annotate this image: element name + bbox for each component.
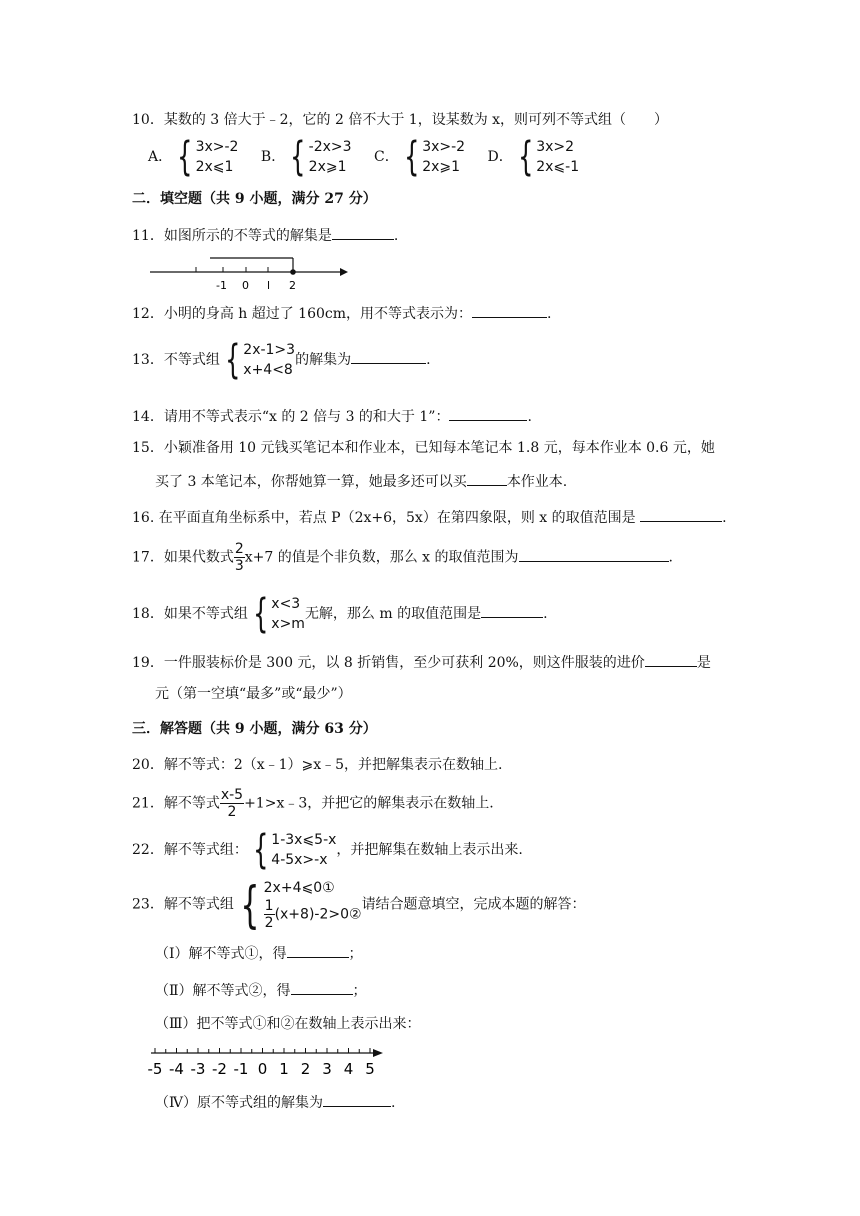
option-a: A． { 3x>-2 2x⩽1: [148, 134, 239, 180]
question-13: 13．不等式组 { 2x-1>3 x+4<8 的解集为 .: [132, 337, 431, 383]
question-14: 14．请用不等式表示“x 的 2 倍与 3 的和大于 1”： .: [132, 406, 532, 427]
option-c: C． { 3x>-2 2x⩾1: [374, 134, 466, 180]
option-d: D． { 3x>2 2x⩽-1: [487, 134, 580, 180]
question-10-options: [148, 134, 597, 180]
q23-step-4: （Ⅳ）原不等式组的解集为 .: [155, 1092, 395, 1113]
tick-label: l: [267, 279, 271, 292]
question-22: 22．解不等式组： { 1-3x⩽5-x 4-5x>-x ，并把解集在数轴上表示出来.: [132, 827, 523, 873]
answer-blank: [332, 225, 394, 240]
question-10-stem: 10．某数的 3 倍大于﹣2，它的 2 倍不大于 1，设某数为 x，则可列不等式组（ ）: [132, 112, 669, 128]
arrow-head: [340, 268, 348, 276]
number-line-q11: [148, 252, 353, 292]
inequality-system: { 2x-1>3 x+4<8: [224, 337, 296, 383]
tick-label: -2: [212, 1060, 227, 1078]
tick-label: -3: [190, 1060, 206, 1078]
arrow-head: [373, 1049, 383, 1057]
question-17: 17．如果代数式 $\frac{2}{3}$ x+7 的值是个非负数，那么 x 的取值范围为 .: [132, 541, 673, 574]
tick-label: 0: [257, 1060, 268, 1078]
fraction: $\frac{x-5}{2}$: [220, 787, 244, 820]
answer-blank: [287, 943, 349, 958]
inequality-system: { 3x>-2 2x⩽1: [177, 134, 239, 180]
question-19-line-2: 元（第一空填“最多”或“最少”）: [155, 686, 352, 702]
question-12: 12．小明的身高 h 超过了 160cm，用不等式表示为： .: [132, 303, 551, 324]
answer-blank: [467, 471, 507, 486]
question-20: 20．解不等式：2（x﹣1）⩾x﹣5，并把解集表示在数轴上.: [132, 757, 503, 773]
tick-label: -5: [147, 1060, 163, 1078]
tick-label: 1: [279, 1060, 289, 1078]
tick-label: 0: [242, 279, 249, 292]
tick-label: 2: [300, 1060, 311, 1078]
tick-label: -4: [169, 1060, 184, 1078]
tick-label: 3: [322, 1060, 332, 1078]
section-heading-fill-in: 二．填空题（共 9 小题，满分 27 分）: [132, 191, 377, 207]
question-21: 21．解不等式 $\frac{x-5}{2}$ +1>x﹣3，并把它的解集表示在数轴上.: [132, 787, 494, 820]
question-23: 23．解不等式组 { 2x+4⩽0① $\frac{1}{2}$ (x+8)-2>0② 请结合题意填空，完成本题的解答：: [132, 875, 586, 934]
question-15-line-2: 买了 3 本笔记本，你帮她算一算，她最多还可以买 本作业本.: [155, 471, 567, 492]
answer-blank: [645, 652, 697, 667]
inequality-system: { 3x>2 2x⩽-1: [517, 134, 580, 180]
option-b: B． { -2x>3 2x⩾1: [260, 134, 352, 180]
answer-blank: [640, 507, 722, 522]
answer-blank: [291, 980, 353, 995]
inequality-system: { 1-3x⩽5-x 4-5x>-x: [252, 827, 337, 873]
q23-step-1: （Ⅰ）解不等式①，得 ；: [155, 943, 363, 964]
q23-step-2: （Ⅱ）解不等式②，得 ；: [155, 980, 367, 1001]
inequality-system: { x<3 x>m: [252, 591, 305, 637]
number-line-q23: [143, 1043, 393, 1079]
answer-blank: [351, 349, 426, 364]
answer-blank: [481, 603, 543, 618]
tick-label: -1: [233, 1060, 249, 1078]
tick-label: -1: [216, 279, 227, 292]
solid-point: [290, 269, 296, 275]
question-18: 18．如果不等式组 { x<3 x>m 无解，那么 m 的取值范围是 .: [132, 591, 548, 637]
question-16: 16. 在平面直角坐标系中，若点 P（2x+6，5x）在第四象限，则 x 的取值范围是 .: [132, 507, 727, 528]
q23-step-3: （Ⅲ）把不等式①和②在数轴上表示出来：: [155, 1016, 421, 1032]
tick-label: 4: [343, 1060, 354, 1078]
inequality-system: { 3x>-2 2x⩾1: [403, 134, 466, 180]
inequality-system: { 2x+4⩽0① $\frac{1}{2}$ (x+8)-2>0②: [240, 875, 362, 934]
answer-blank: [449, 406, 527, 421]
question-11: 11．如图所示的不等式的解集是 .: [132, 225, 398, 246]
tick-label: 2: [289, 279, 296, 292]
fraction: $\frac{2}{3}$: [234, 541, 244, 574]
inequality-system: { -2x>3 2x⩾1: [290, 134, 352, 180]
answer-blank: [472, 303, 547, 318]
tick-label: 5: [365, 1060, 375, 1078]
answer-blank: [323, 1092, 391, 1107]
question-19-line-1: 19．一件服装标价是 300 元，以 8 折销售，至少可获利 20%，则这件服装的进价 是: [132, 652, 711, 673]
question-15-line-1: 15．小颖准备用 10 元钱买笔记本和作业本，已知每本笔记本 1.8 元，每本作业本 0.6 元，她: [132, 440, 715, 456]
section-heading-solve: 三．解答题（共 9 小题，满分 63 分）: [132, 721, 377, 737]
answer-blank: [519, 547, 669, 562]
